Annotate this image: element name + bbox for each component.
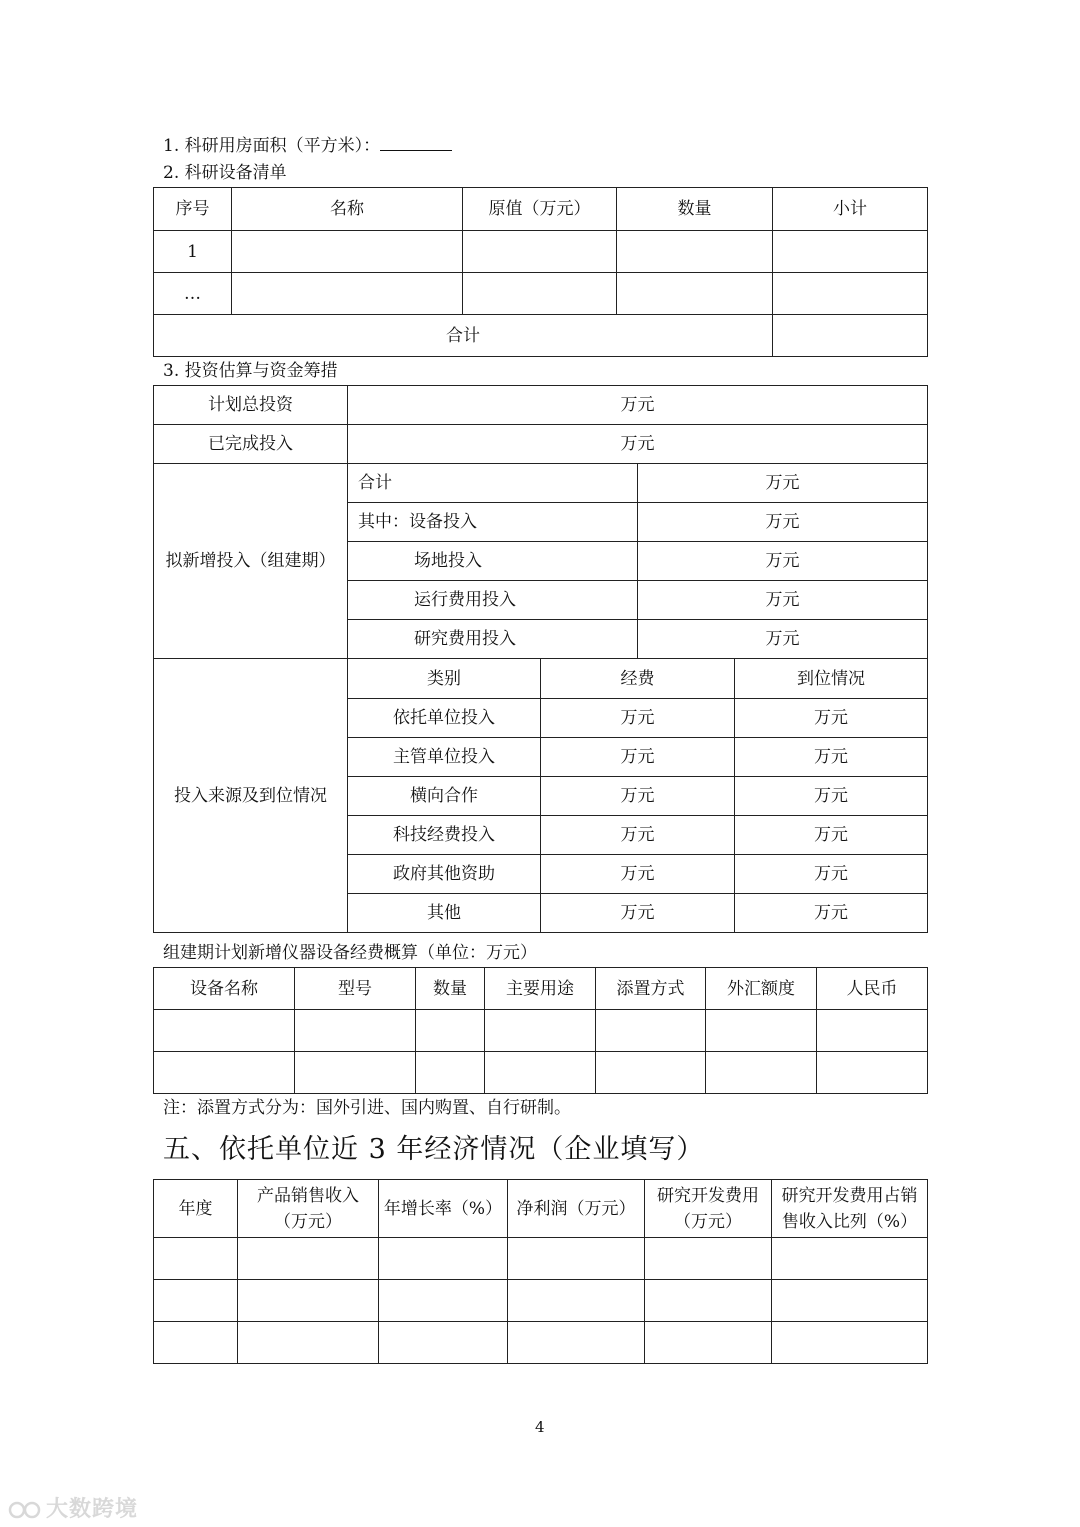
- table-cell[interactable]: [238, 1322, 379, 1364]
- header-cell: 年增长率（%）: [379, 1180, 508, 1238]
- table-cell[interactable]: [485, 1052, 596, 1094]
- table-cell[interactable]: [773, 231, 928, 273]
- completed-row: [154, 425, 928, 464]
- table-cell[interactable]: [772, 1322, 928, 1364]
- table-cell[interactable]: [154, 1010, 295, 1052]
- table-row: [154, 1322, 928, 1364]
- table-cell[interactable]: [617, 231, 773, 273]
- new-item-label: 场地投入: [348, 542, 638, 581]
- table-cell[interactable]: [508, 1280, 645, 1322]
- table-header-row: [154, 1180, 928, 1238]
- economic-table: [153, 1179, 928, 1364]
- table-cell[interactable]: [772, 1238, 928, 1280]
- new-item-unit: 万元: [638, 542, 928, 581]
- table-cell[interactable]: [617, 273, 773, 315]
- completed-unit: 万元: [348, 425, 928, 464]
- header-cell: 到位情况: [735, 659, 928, 699]
- item-1-label: 1. 科研用房面积（平方米）：: [163, 136, 381, 156]
- header-cell: 经费: [541, 659, 735, 699]
- table-cell[interactable]: [238, 1280, 379, 1322]
- source-header-row: [154, 659, 928, 699]
- header-cell: 原值（万元）: [463, 188, 617, 231]
- source-category: 其他: [348, 894, 541, 933]
- source-category: 政府其他资助: [348, 855, 541, 894]
- table-row: [154, 1280, 928, 1322]
- table-cell[interactable]: [817, 1010, 928, 1052]
- table-cell[interactable]: [154, 1052, 295, 1094]
- header-cell: 人民币: [817, 968, 928, 1010]
- source-fund: 万元: [541, 738, 735, 777]
- plan-total-unit: 万元: [348, 386, 928, 425]
- new-item-label: 运行费用投入: [348, 581, 638, 620]
- row-index-cell: …: [154, 273, 232, 315]
- plan-total-label: 计划总投资: [154, 386, 348, 425]
- table-cell[interactable]: [295, 1010, 416, 1052]
- table-cell[interactable]: [596, 1010, 706, 1052]
- new-item-label: 合计: [348, 464, 638, 503]
- source-status: 万元: [735, 699, 928, 738]
- source-category: 主管单位投入: [348, 738, 541, 777]
- table-cell[interactable]: [645, 1322, 772, 1364]
- table-cell[interactable]: [232, 231, 463, 273]
- table-cell[interactable]: [154, 1322, 238, 1364]
- table-cell[interactable]: [416, 1010, 485, 1052]
- source-status: 万元: [735, 777, 928, 816]
- table-row: [154, 1238, 928, 1280]
- equipment-list-table: [153, 187, 928, 357]
- table-cell[interactable]: [463, 231, 617, 273]
- watermark-text: 大数跨境: [46, 1497, 139, 1522]
- header-cell: 研究开发费用（万元）: [645, 1180, 772, 1238]
- table-cell[interactable]: [485, 1010, 596, 1052]
- table-row: [154, 1010, 928, 1052]
- header-cell: 小计: [773, 188, 928, 231]
- instrument-note: 注：添置方式分为：国外引进、国内购置、自行研制。: [163, 1098, 571, 1118]
- table-cell[interactable]: [773, 273, 928, 315]
- source-status: 万元: [735, 855, 928, 894]
- completed-label: 已完成投入: [154, 425, 348, 464]
- table-cell[interactable]: [379, 1322, 508, 1364]
- header-cell: 外汇额度: [706, 968, 817, 1010]
- plan-total-row: [154, 386, 928, 425]
- table-cell[interactable]: [645, 1238, 772, 1280]
- table-row: [154, 273, 928, 315]
- header-cell: 类别: [348, 659, 541, 699]
- header-cell: 数量: [617, 188, 773, 231]
- table-cell[interactable]: [596, 1052, 706, 1094]
- item-2-label: 2. 科研设备清单: [163, 163, 287, 183]
- investment-table: [153, 385, 928, 933]
- table-header-row: [154, 188, 928, 231]
- total-row: [154, 315, 928, 357]
- header-cell: 设备名称: [154, 968, 295, 1010]
- table-row: [154, 231, 928, 273]
- table-cell[interactable]: [508, 1238, 645, 1280]
- table-header-row: [154, 968, 928, 1010]
- table-cell[interactable]: [772, 1280, 928, 1322]
- header-cell: 主要用途: [485, 968, 596, 1010]
- table-cell[interactable]: [295, 1052, 416, 1094]
- table-cell[interactable]: [817, 1052, 928, 1094]
- new-item-unit: 万元: [638, 620, 928, 659]
- item-3-label: 3. 投资估算与资金筹措: [163, 361, 338, 381]
- source-status: 万元: [735, 738, 928, 777]
- header-cell: 序号: [154, 188, 232, 231]
- page-number: 4: [535, 1418, 545, 1436]
- source-fund: 万元: [541, 855, 735, 894]
- source-category: 依托单位投入: [348, 699, 541, 738]
- header-cell: 型号: [295, 968, 416, 1010]
- new-item-unit: 万元: [638, 464, 928, 503]
- area-blank-field[interactable]: [380, 135, 452, 151]
- header-cell: 净利润（万元）: [508, 1180, 645, 1238]
- source-fund: 万元: [541, 699, 735, 738]
- new-item-unit: 万元: [638, 581, 928, 620]
- source-status: 万元: [735, 894, 928, 933]
- source-category: 横向合作: [348, 777, 541, 816]
- table-cell[interactable]: [154, 1238, 238, 1280]
- source-label: 投入来源及到位情况: [154, 659, 348, 933]
- table-cell[interactable]: [463, 273, 617, 315]
- table-cell[interactable]: [154, 1280, 238, 1322]
- total-value-cell[interactable]: [773, 315, 928, 357]
- table-cell[interactable]: [706, 1010, 817, 1052]
- header-cell: 添置方式: [596, 968, 706, 1010]
- new-item-unit: 万元: [638, 503, 928, 542]
- header-cell: 研究开发费用占销售收入比列（%）: [772, 1180, 928, 1238]
- table-cell[interactable]: [379, 1238, 508, 1280]
- header-cell: 名称: [232, 188, 463, 231]
- header-cell: 年度: [154, 1180, 238, 1238]
- source-status: 万元: [735, 816, 928, 855]
- source-fund: 万元: [541, 894, 735, 933]
- table-cell[interactable]: [232, 273, 463, 315]
- table-row: [154, 464, 928, 503]
- table-cell[interactable]: [379, 1280, 508, 1322]
- source-fund: 万元: [541, 816, 735, 855]
- table-cell[interactable]: [645, 1280, 772, 1322]
- watermark: [8, 1492, 138, 1523]
- source-fund: 万元: [541, 777, 735, 816]
- header-cell: 数量: [416, 968, 485, 1010]
- total-label: 合计: [154, 315, 773, 357]
- new-item-label: 研究费用投入: [348, 620, 638, 659]
- table-cell[interactable]: [238, 1238, 379, 1280]
- table-cell[interactable]: [416, 1052, 485, 1094]
- table-cell[interactable]: [508, 1322, 645, 1364]
- header-cell: 产品销售收入（万元）: [238, 1180, 379, 1238]
- watermark-logo-icon: [8, 1501, 42, 1519]
- item-1-line: [163, 135, 452, 157]
- section-5-title: 五、依托单位近 3 年经济情况（企业填写）: [163, 1134, 705, 1165]
- table-row: [154, 1052, 928, 1094]
- table-cell[interactable]: [706, 1052, 817, 1094]
- new-investment-label: 拟新增投入（组建期）: [154, 464, 348, 659]
- source-category: 科技经费投入: [348, 816, 541, 855]
- instrument-budget-table: [153, 967, 928, 1094]
- instrument-budget-title: 组建期计划新增仪器设备经费概算（单位：万元）: [163, 943, 537, 963]
- row-index-cell: 1: [154, 231, 232, 273]
- new-item-label: 其中：设备投入: [348, 503, 638, 542]
